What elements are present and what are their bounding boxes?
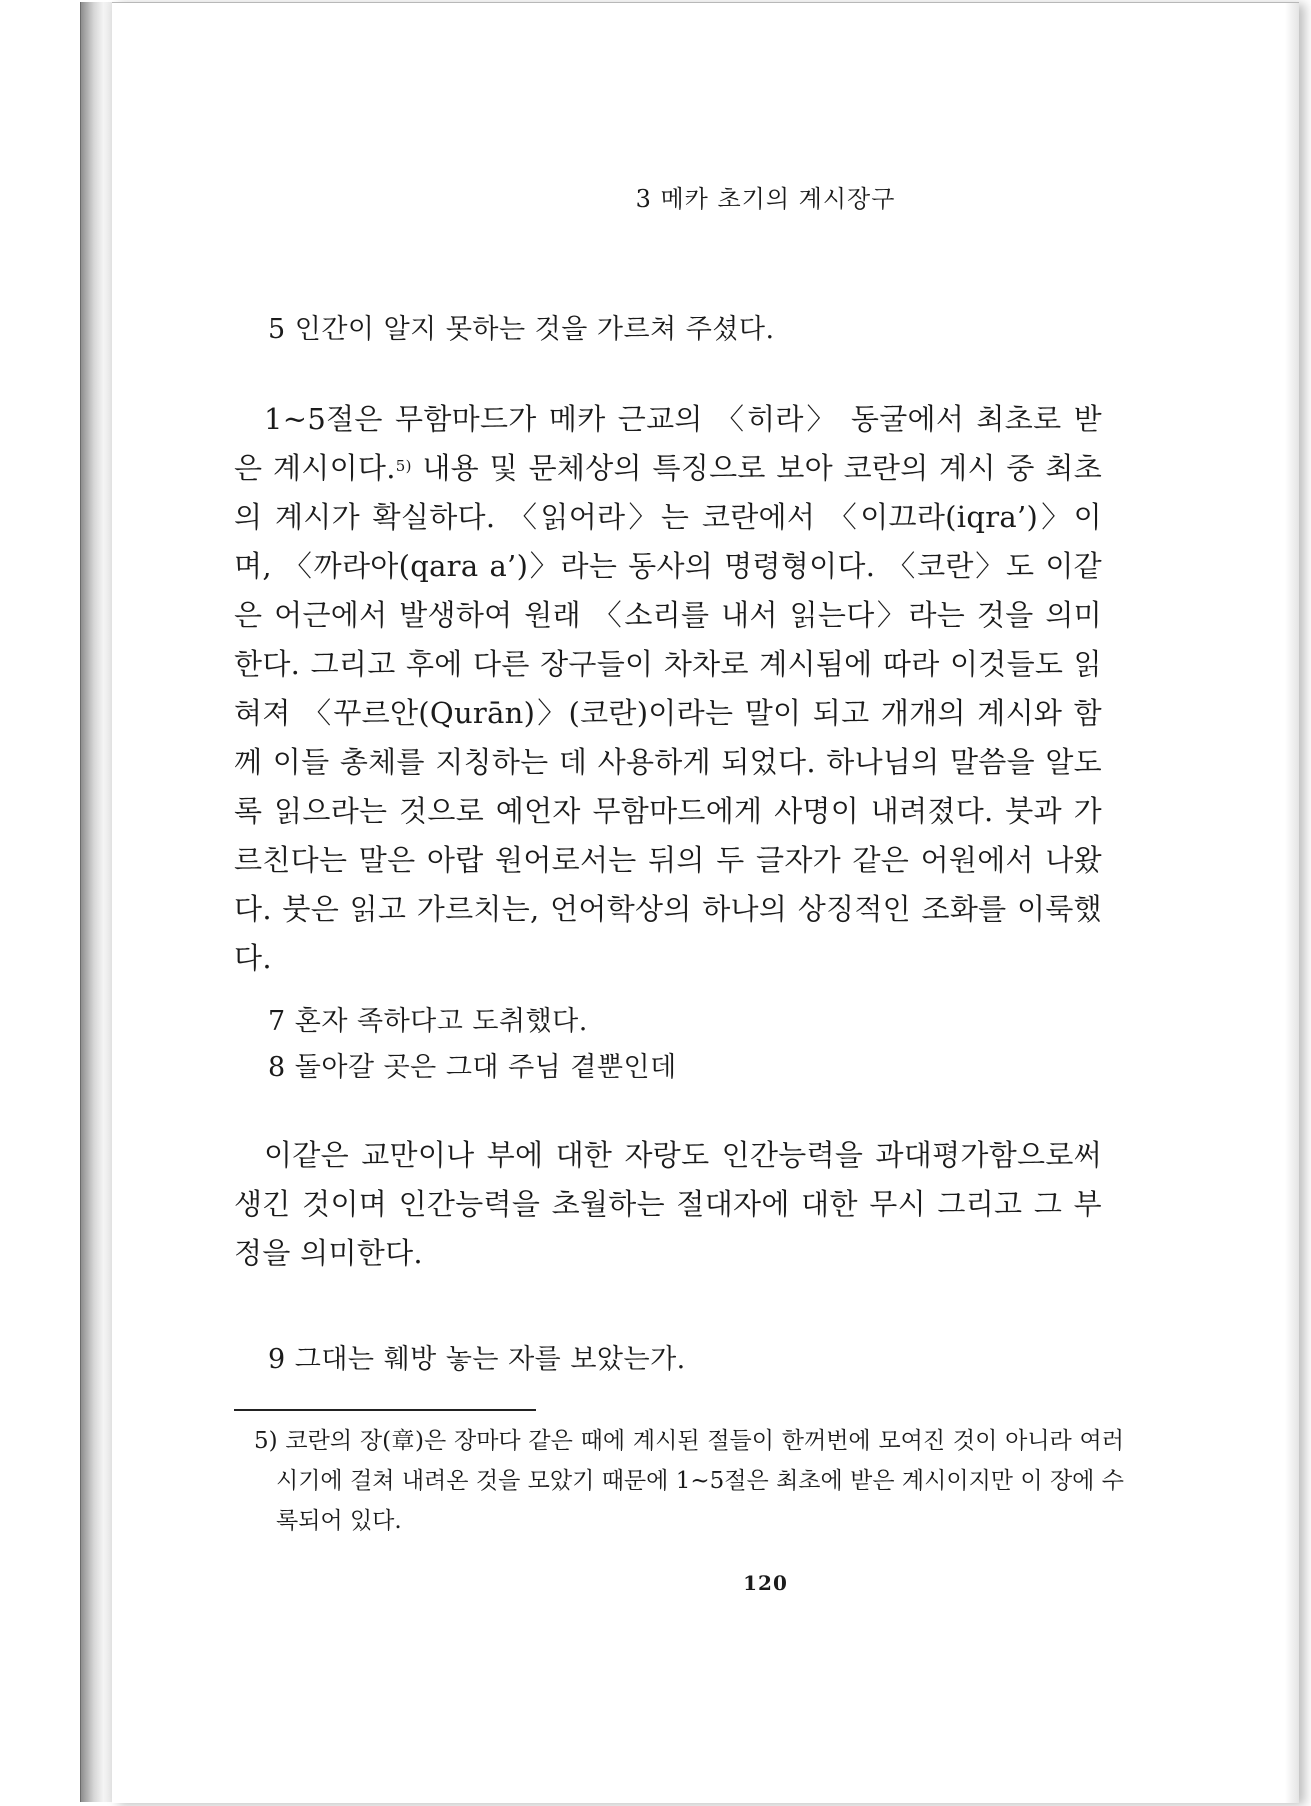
- verse-8: 8 돌아갈 곳은 그대 주님 곁뿐인데: [268, 1052, 677, 1083]
- page-edge-shadow: [1285, 3, 1299, 1803]
- commentary-1-text-b: 내용 및 문체상의 특징으로 보아 코란의 계시 중 최초의 계시가 확실하다. 〈읽어라〉는 코란에서 〈이끄라(iqra’)〉이며, 〈까라아(qara a’)〉라는 동사의 명령형이다. 〈코란〉도 이같은 어근에서 발생하여 원래 〈소리를 내서 읽는다〉라는 것을 의미한다. 그리고 후에 다른 장구들이 차차로 계시됨에 따라 이것들도 읽혀져 〈꾸르안(Qurān)〉(코란)이라는 말이 되고 개개의 계시와 함께 이들 총체를 지칭하는 데 사용하게 되었다. 하나님의 말씀을 알도록 읽으라는 것으로 예언자 무함마드에게 사명이 내려졌다. 붓과 가르친다는 말은 아랍 원어로서는 뒤의 두 글자가 같은 어원에서 나왔다. 붓은 읽고 가르치는, 언어학상의 하나의 상징적인 조화를 이룩했다.: [234, 451, 1103, 975]
- commentary-paragraph-1: [234, 395, 1102, 983]
- page-number: 120: [743, 1571, 788, 1595]
- footnote-reference: 5): [395, 457, 412, 475]
- footnote-rule: [234, 1409, 536, 1411]
- book-page: [112, 2, 1299, 1803]
- commentary-1-text-a: 1~5절은 무함마드가 메카 근교의 〈히라〉 동굴에서 최초로 받은 계시이다.: [234, 402, 1102, 485]
- commentary-2-text: 이같은 교만이나 부에 대한 자랑도 인간능력을 과대평가함으로써 생긴 것이며 인간능력을 초월하는 절대자에 대한 무시 그리고 그 부정을 의미한다.: [234, 1138, 1102, 1270]
- commentary-paragraph-2: [234, 1131, 1102, 1278]
- verse-7: 7 혼자 족하다고 도취했다.: [268, 1006, 588, 1037]
- running-head: 3 메카 초기의 계시장구: [635, 185, 896, 213]
- book-spine: [80, 2, 113, 1802]
- verse-9: 9 그대는 훼방 놓는 자를 보았는가.: [268, 1344, 686, 1375]
- footnote-5: 5) 코란의 장(章)은 장마다 같은 때에 계시된 절들이 한꺼번에 모여진 것이 아니라 여러 시기에 걸쳐 내려온 것을 모았기 때문에 1~5절은 최초에 받은 계시이지만 이 장에 수록되어 있다.: [254, 1428, 1124, 1534]
- verse-5: 5 인간이 알지 못하는 것을 가르쳐 주셨다.: [268, 314, 775, 345]
